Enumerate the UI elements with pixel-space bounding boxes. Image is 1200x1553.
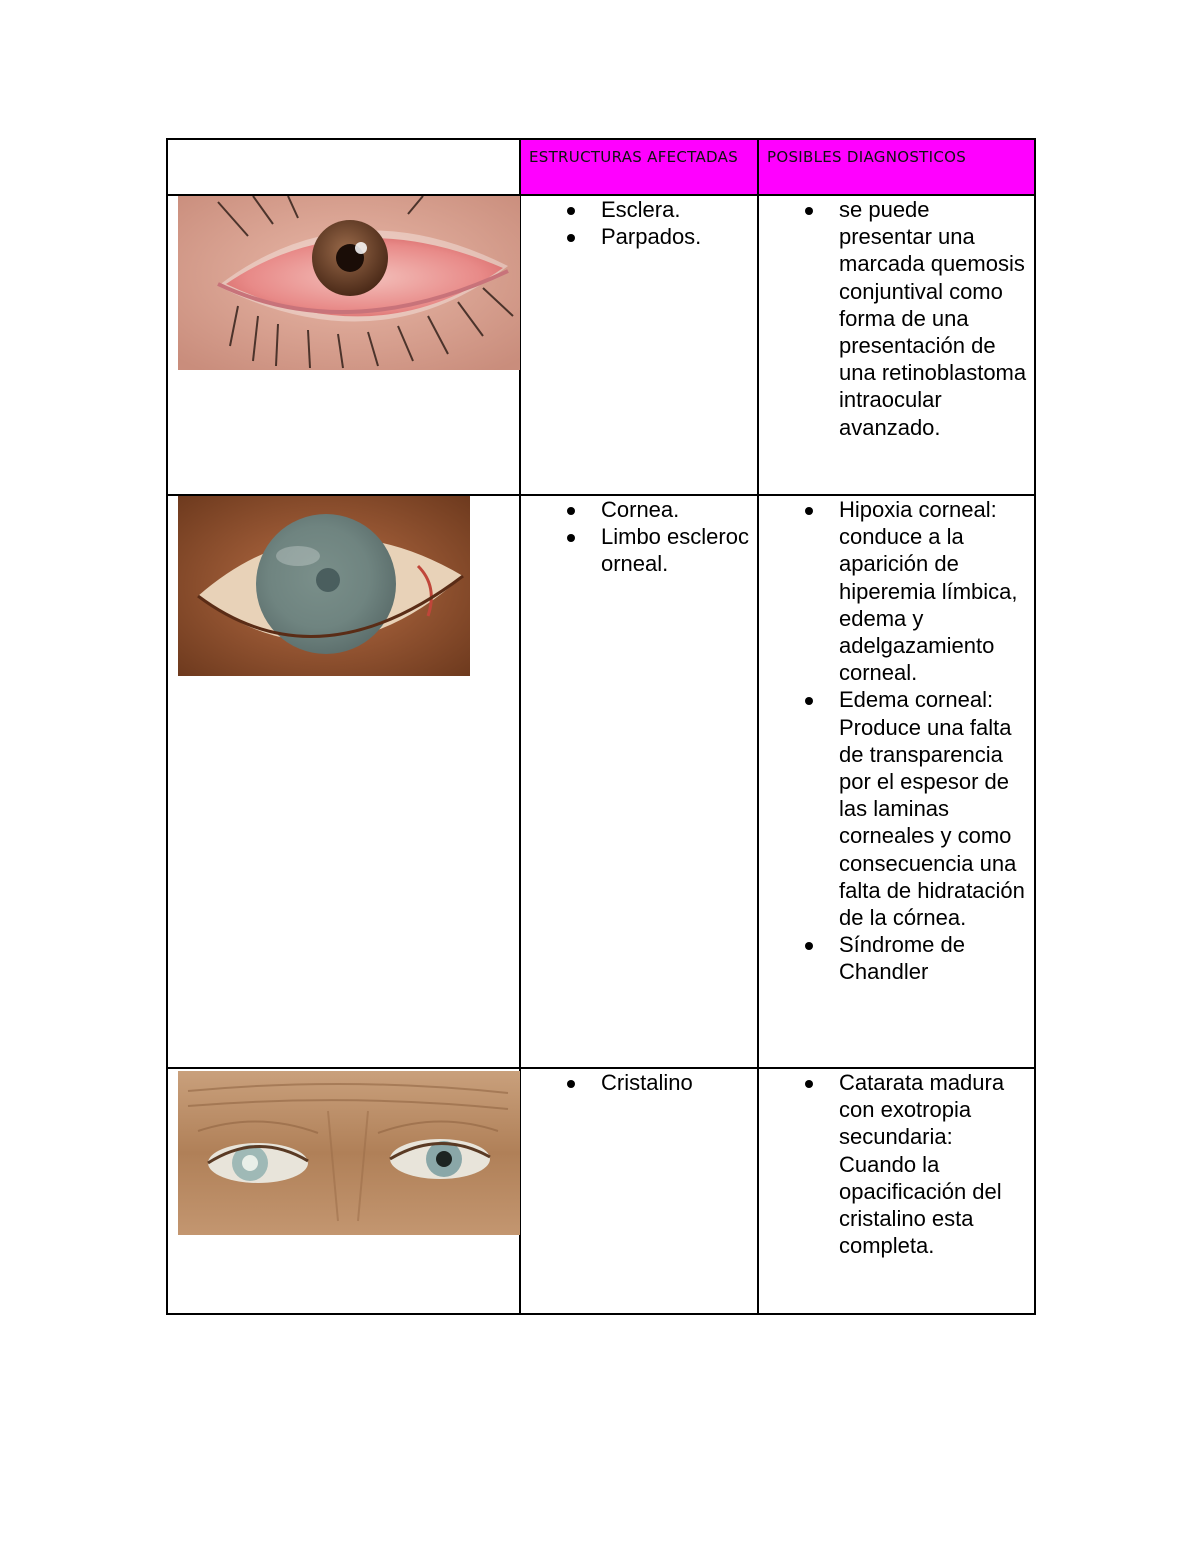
- image-cell: [167, 195, 520, 495]
- image-cell: [167, 495, 520, 1068]
- list-item: Catarata madura con exotropia secundaria: Cuando la opacificación del cristalino esta completa.: [759, 1069, 1028, 1259]
- list-item: Hipoxia corneal: conduce a la aparición de hiperemia límbica, edema y adelgazamiento corneal.: [759, 496, 1028, 686]
- diagnoses-cell: [758, 195, 1035, 495]
- list-item: Esclera.: [521, 196, 751, 223]
- cloudy-cornea-eye-photo: [178, 496, 470, 676]
- structures-cell: [520, 495, 758, 1068]
- list-item: Cornea.: [521, 496, 751, 523]
- header-cell-diagnoses: [758, 139, 1035, 195]
- structures-list: [521, 1069, 757, 1096]
- header-diagnoses-label: POSIBLES DIAGNOSTICOS: [767, 148, 967, 166]
- header-cell-structures: [520, 139, 758, 195]
- list-item: Cristalino: [521, 1069, 751, 1096]
- diagnoses-cell: [758, 1068, 1035, 1314]
- diagnoses-list: [759, 496, 1034, 986]
- header-cell-image: [167, 139, 520, 195]
- list-item: Edema corneal: Produce una falta de transparencia por el espesor de las laminas corneales y como consecuencia una falta de hidratación de la córnea.: [759, 686, 1028, 931]
- image-cell: [167, 1068, 520, 1314]
- list-item: se puede presentar una marcada quemosis conjuntival como forma de una presentación de una retinoblastoma intraocular avanzado.: [759, 196, 1028, 441]
- structures-cell: [520, 1068, 758, 1314]
- structures-list: [521, 196, 757, 250]
- diagnoses-list: [759, 196, 1034, 441]
- table-row: [167, 1068, 1035, 1314]
- diagnosis-table: [166, 138, 1036, 1315]
- list-item: Limbo esclerocorneal.: [521, 523, 751, 577]
- diagnoses-list: [759, 1069, 1034, 1259]
- table-row: [167, 195, 1035, 495]
- diagnoses-cell: [758, 495, 1035, 1068]
- red-swollen-eye-photo: [178, 196, 520, 370]
- list-item: Síndrome de Chandler: [759, 931, 1028, 985]
- header-structures-label: ESTRUCTURAS AFECTADAS: [529, 148, 739, 166]
- table-header-row: [167, 139, 1035, 195]
- structures-list: [521, 496, 757, 578]
- cataract-eyes-photo: [178, 1071, 520, 1235]
- table-row: [167, 495, 1035, 1068]
- structures-cell: [520, 195, 758, 495]
- list-item: Parpados.: [521, 223, 751, 250]
